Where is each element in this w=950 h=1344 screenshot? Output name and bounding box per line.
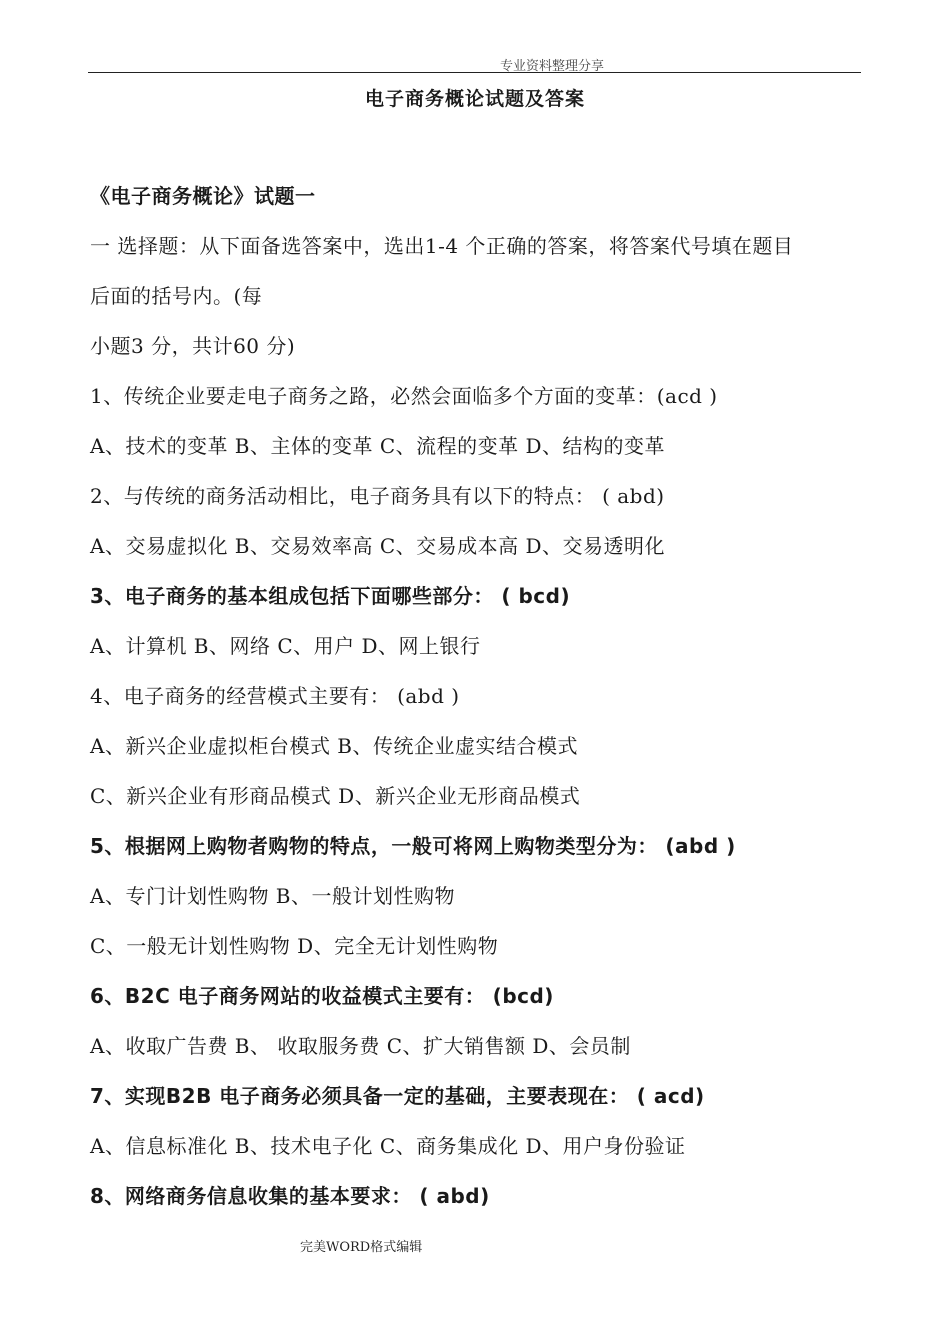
question-1: 1、传统企业要走电子商务之路，必然会面临多个方面的变革：(acd ): [90, 384, 718, 408]
question-5-options: C、一般无计划性购物 D、完全无计划性购物: [90, 934, 499, 958]
question-5-options: A、专门计划性购物 B、一般计划性购物: [90, 884, 455, 908]
document-title: 电子商务概论试题及答案: [364, 88, 585, 110]
question-5: 5、根据网上购物者购物的特点，一般可将网上购物类型分为： (abd ): [90, 834, 736, 858]
question-2-options: A、交易虚拟化 B、交易效率高 C、交易成本高 D、交易透明化: [90, 534, 666, 558]
question-3: 3、电子商务的基本组成包括下面哪些部分： ( bcd): [90, 584, 571, 608]
question-3-options: A、计算机 B、网络 C、用户 D、网上银行: [90, 634, 481, 658]
question-6-options: A、收取广告费 B、 收取服务费 C、扩大销售额 D、会员制: [90, 1034, 631, 1058]
question-1-options: A、技术的变革 B、主体的变革 C、流程的变革 D、结构的变革: [90, 434, 666, 458]
question-7: 7、实现B2B 电子商务必须具备一定的基础，主要表现在： ( acd): [90, 1084, 705, 1108]
question-4-options: C、新兴企业有形商品模式 D、新兴企业无形商品模式: [90, 784, 581, 808]
page-footer-text: 完美WORD格式编辑: [300, 1240, 423, 1255]
question-4-options: A、新兴企业虚拟柜台模式 B、传统企业虚实结合模式: [90, 734, 578, 758]
question-8: 8、网络商务信息收集的基本要求： ( abd): [90, 1184, 490, 1208]
question-6: 6、B2C 电子商务网站的收益模式主要有： (bcd): [90, 984, 554, 1008]
page-header-text: 专业资料整理分享: [500, 59, 605, 74]
header-divider: [88, 72, 861, 73]
section-heading: 《电子商务概论》试题一: [90, 184, 316, 208]
question-2: 2、与传统的商务活动相比，电子商务具有以下的特点： ( abd): [90, 484, 665, 508]
instruction-line: 后面的括号内。(每: [90, 284, 263, 308]
instruction-line: 小题3 分，共计60 分): [90, 334, 296, 358]
question-7-options: A、信息标准化 B、技术电子化 C、商务集成化 D、用户身份验证: [90, 1134, 686, 1158]
instruction-line: 一 选择题：从下面备选答案中，选出1-4 个正确的答案，将答案代号填在题目: [90, 234, 794, 258]
question-4: 4、电子商务的经营模式主要有： (abd ): [90, 684, 460, 708]
